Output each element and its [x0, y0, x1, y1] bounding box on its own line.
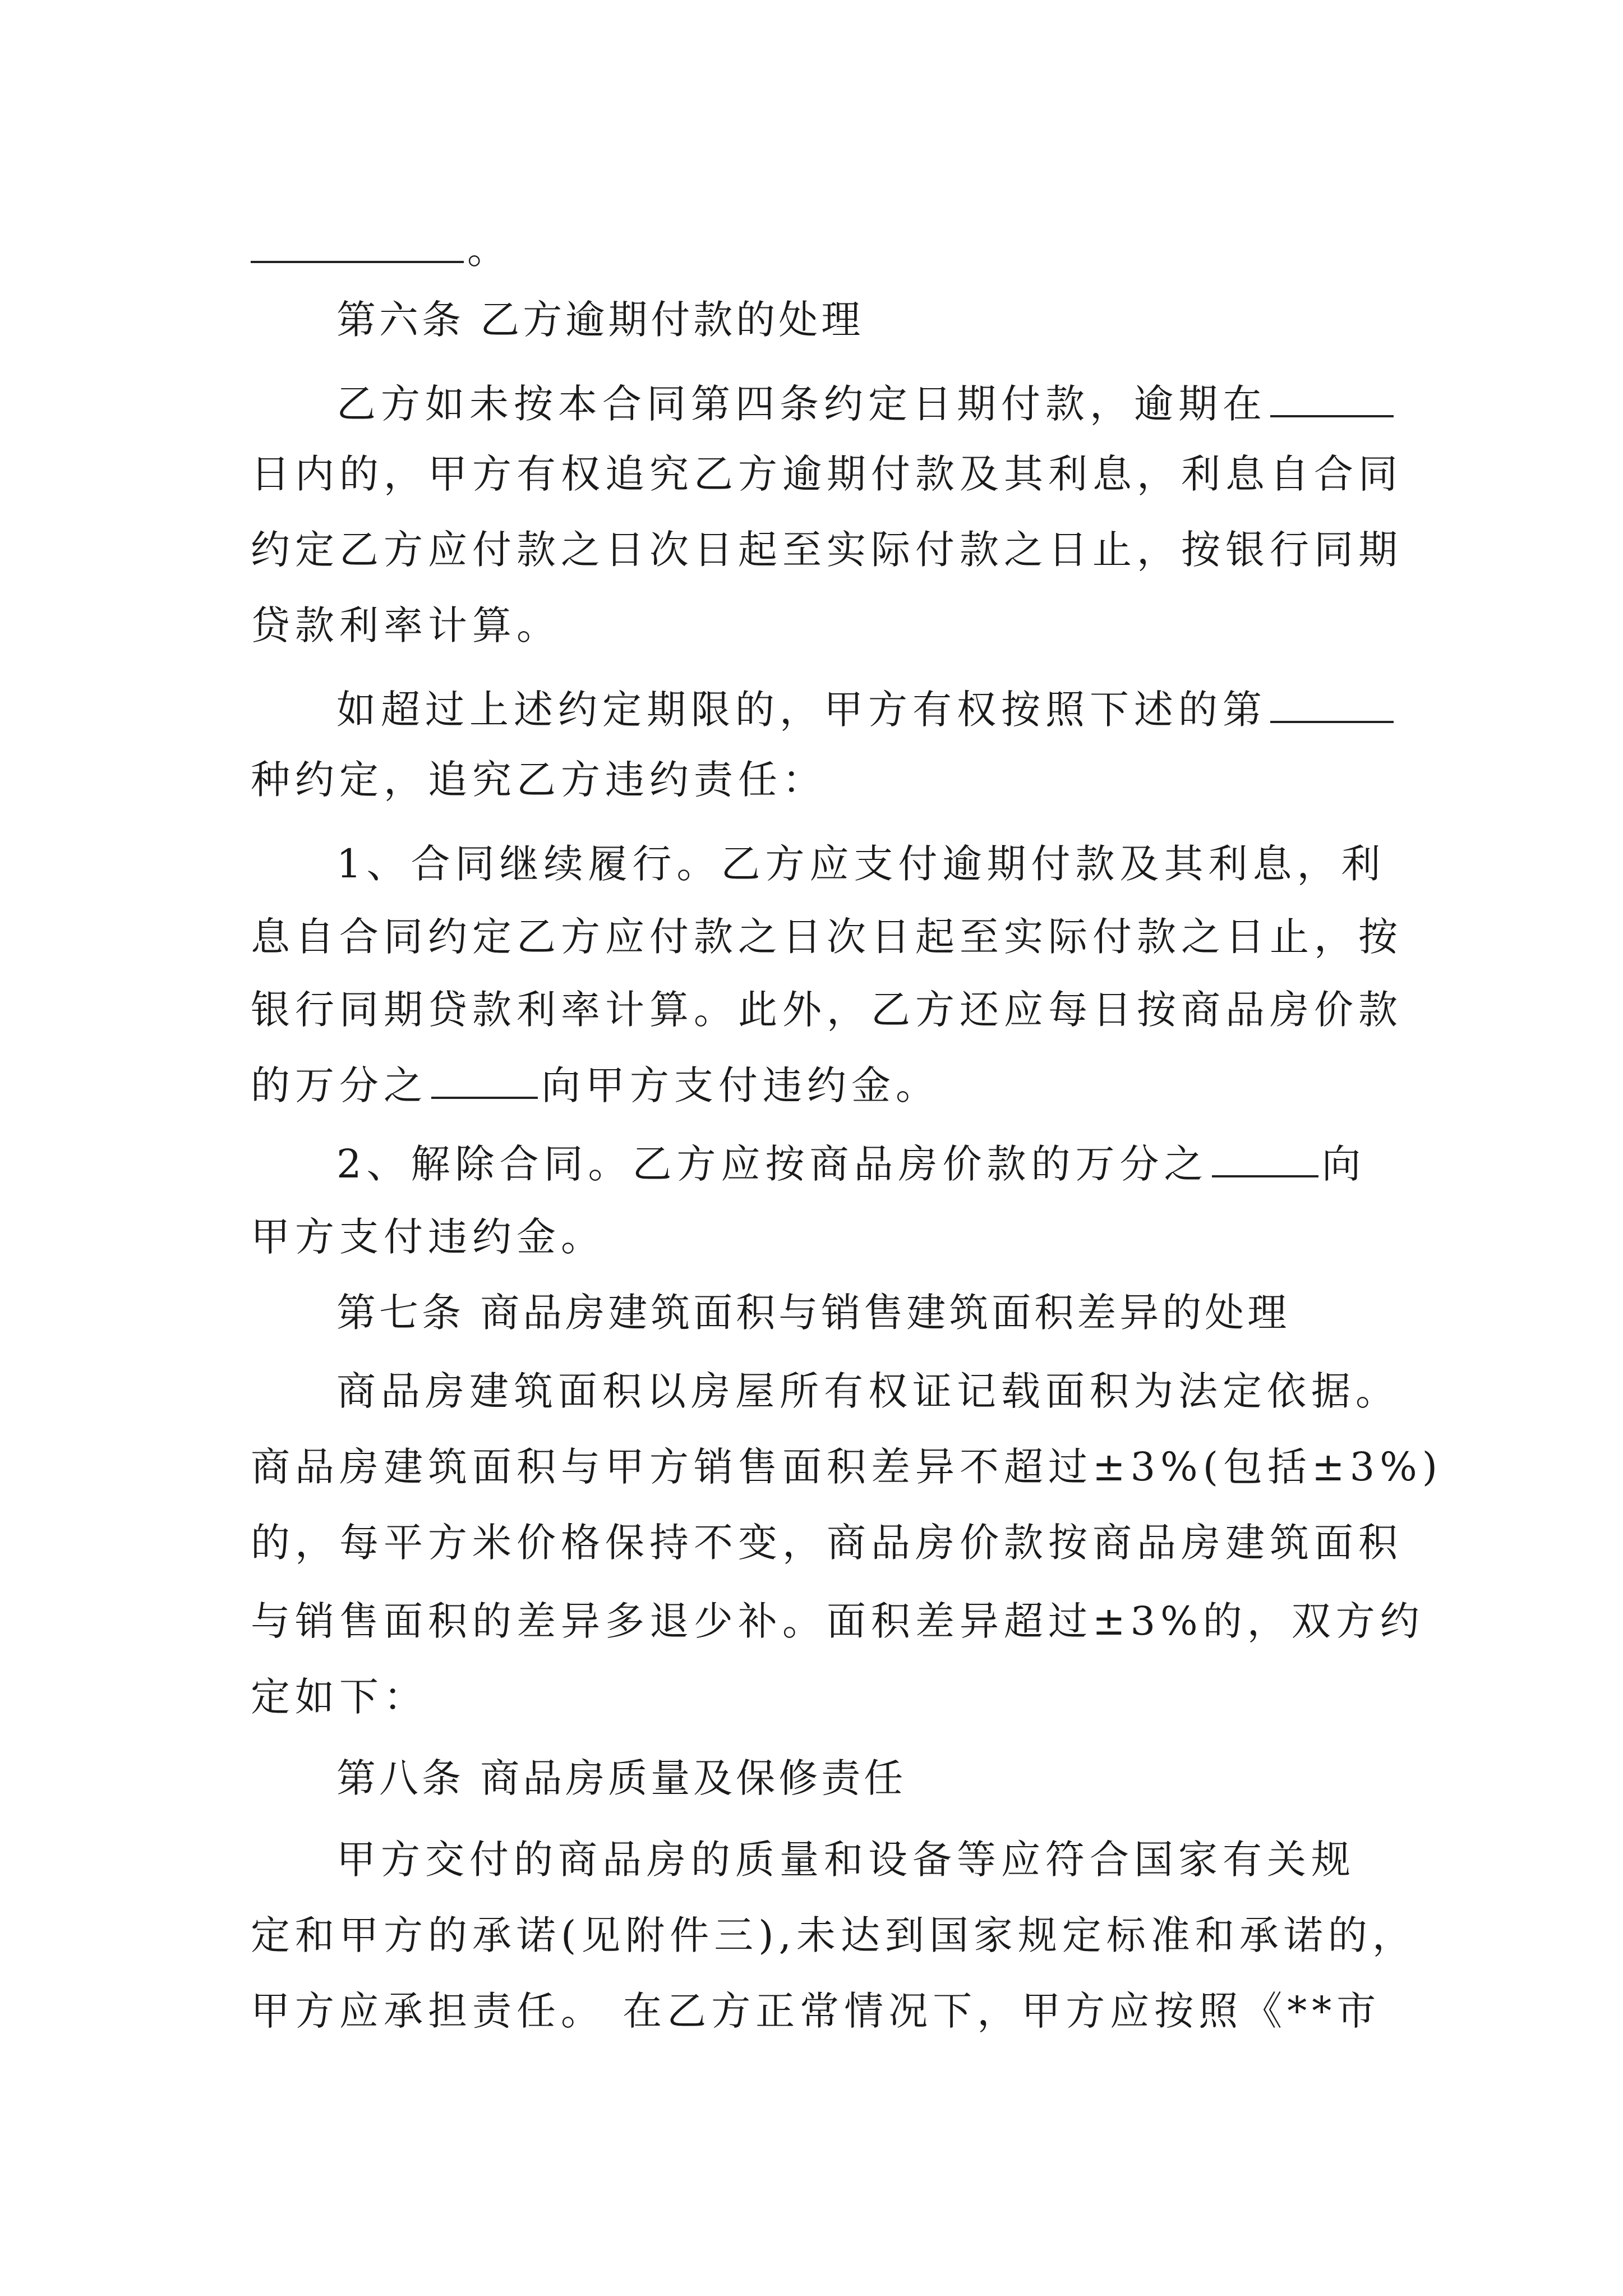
fill-blank: [1212, 1143, 1318, 1177]
article8-line2: 定和甲方的承诺(见附件三),未达到国家规定标准和承诺的，: [251, 1912, 1417, 1958]
top-fragment: 。: [251, 216, 511, 283]
article8-line1: 甲方交付的商品房的质量和设备等应符合国家有关规: [336, 1837, 1355, 1883]
article6-item1-line2: 息自合同约定乙方应付款之日次日起至实际付款之日止，按: [251, 914, 1403, 960]
article6-p1-line2: 日内的，甲方有权追究乙方逾期付款及其利息，利息自合同: [251, 451, 1403, 497]
article6-item1-line1: 1、合同继续履行。乙方应支付逾期付款及其利息，利: [336, 841, 1386, 887]
article6-item2-line2: 甲方支付违约金。: [251, 1214, 605, 1260]
fill-blank: [1270, 383, 1394, 417]
article7-line1: 商品房建筑面积以房屋所有权证记载面积为法定依据。: [336, 1368, 1400, 1414]
article6-item2-line1: 2、解除合同。乙方应按商品房价款的万分之 向: [336, 1141, 1366, 1187]
article6-p2-line1: 如超过上述约定期限的，甲方有权按照下述的第: [336, 676, 1397, 743]
article7-line5: 定如下：: [251, 1674, 428, 1720]
article6-p1-line4: 贷款利率计算。: [251, 602, 561, 648]
article6-item1-line3: 银行同期贷款利率计算。此外，乙方还应每日按商品房价款: [251, 987, 1403, 1033]
article8-line3: 甲方应承担责任。 在乙方正常情况下，甲方应按照《**市: [251, 1988, 1381, 2034]
article6-item1-line4: 的万分之 向甲方支付违约金。: [251, 1062, 940, 1108]
article6-heading: 第六条 乙方逾期付款的处理: [336, 297, 864, 343]
article7-line2: 商品房建筑面积与甲方销售面积差异不超过±3%(包括±3%): [251, 1444, 1443, 1490]
fill-blank: [251, 228, 464, 263]
article6-p1-line3: 约定乙方应付款之日次日起至实际付款之日止，按银行同期: [251, 527, 1403, 573]
article7-heading: 第七条 商品房建筑面积与销售建筑面积差异的处理: [336, 1290, 1290, 1336]
article6-p1-line1: 乙方如未按本合同第四条约定日期付款，逾期在: [336, 370, 1397, 438]
fill-blank: [431, 1064, 538, 1099]
fill-blank: [1270, 688, 1394, 723]
article6-p2-line2: 种约定，追究乙方违约责任：: [251, 757, 827, 803]
article7-line3: 的，每平方米价格保持不变，商品房价款按商品房建筑面积: [251, 1520, 1403, 1566]
article8-heading: 第八条 商品房质量及保修责任: [336, 1755, 907, 1801]
article7-line4: 与销售面积的差异多退少补。面积差异超过±3%的，双方约: [251, 1598, 1424, 1644]
